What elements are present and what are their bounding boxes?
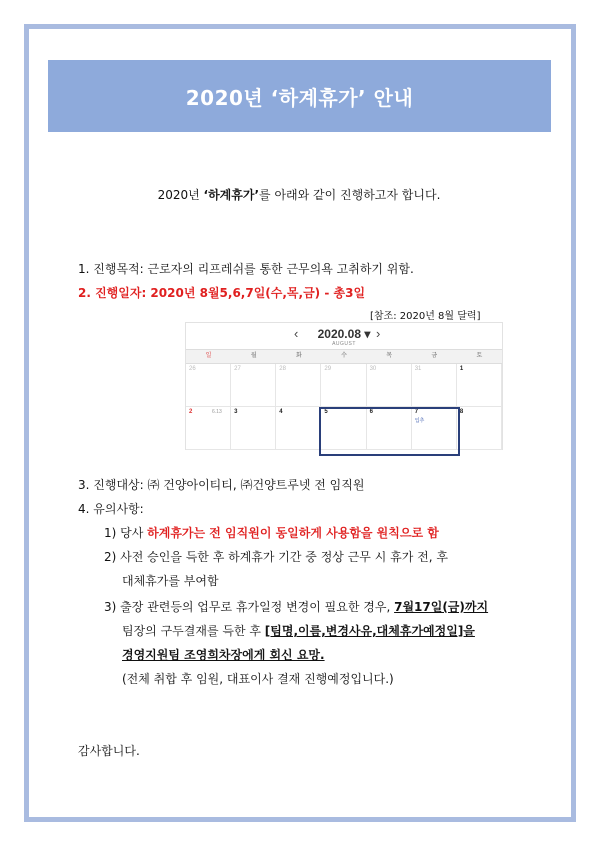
note-3-l2-prefix: 팀장의 구두결재를 득한 후 [122, 624, 265, 638]
note-1-prefix: 1) 당사 [104, 526, 148, 540]
item-2: 2. 진행일자: 2020년 8월5,6,7일(수,목,금) - 총3일 [78, 286, 366, 300]
calendar-month: 2020.08 [317, 327, 361, 341]
calendar-day: 1 [457, 364, 502, 406]
calendar-reference: [참조: 2020년 8월 달력] [370, 311, 481, 322]
page-title [48, 60, 551, 132]
calendar-day: 31 [412, 364, 457, 406]
note-1 [104, 524, 439, 541]
intro-text [0, 186, 598, 203]
weekday: 일 [205, 353, 212, 359]
calendar-title [186, 327, 502, 341]
note-1-emphasis: 하계휴가는 전 임직원이 동일하게 사용함을 원칙으로 함 [147, 526, 439, 540]
calendar-day: 6 [367, 407, 412, 449]
note-3-line-4: (전체 취합 후 임원, 대표이사 결재 진행예정입니다.) [122, 672, 394, 686]
intro-before: 2020년 [157, 188, 204, 202]
calendar-header [186, 323, 502, 349]
calendar-day: 28 [276, 364, 321, 406]
calendar-day: 4 [276, 407, 321, 449]
weekday: 금 [431, 353, 438, 359]
weekday: 토 [476, 353, 483, 359]
weekday: 목 [386, 353, 393, 359]
calendar-subtitle: AUGUST [332, 341, 356, 347]
calendar-day: 3 [231, 407, 276, 449]
note-3-deadline: 7월17일(금)까지 [394, 600, 489, 614]
chevron-down-icon[interactable]: ▾ [364, 327, 371, 341]
calendar-day: 8 [457, 407, 502, 449]
day-number: 2 [189, 409, 193, 415]
calendar-day [186, 407, 231, 449]
note-2-line-1: 2) 사전 승인을 득한 후 하계휴가 기간 중 정상 근무 시 휴가 전, 후 [104, 550, 448, 564]
day-number: 7 [414, 409, 419, 415]
note-3-line-2 [122, 622, 475, 639]
calendar-day: 29 [321, 364, 366, 406]
item-1: 1. 진행목적: 근로자의 리프레쉬를 통한 근무의욕 고취하기 위함. [78, 262, 414, 276]
weekday: 월 [250, 353, 257, 359]
calendar-day: 30 [367, 364, 412, 406]
calendar-weekdays [186, 349, 502, 364]
weekday: 화 [295, 353, 302, 359]
closing-text: 감사합니다. [78, 744, 140, 758]
calendar-day: 26 [186, 364, 231, 406]
calendar-day: 5 [321, 407, 366, 449]
item-3: 3. 진행대상: ㈜ 건양아이티티, ㈜건양트루넷 전 임직원 [78, 478, 365, 492]
lunar-date: 6.13 [212, 409, 222, 415]
calendar-day: 27 [231, 364, 276, 406]
note-3-line-3: 경영지원팀 조영희차장에게 회신 요망. [122, 648, 325, 662]
item-4: 4. 유의사항: [78, 502, 144, 516]
note-3-line-1 [104, 598, 488, 615]
weekday: 수 [341, 353, 347, 359]
note-2-line-2: 대체휴가를 부여함 [122, 574, 219, 588]
page-title-text: 2020년 ‘하계휴가’ 안내 [185, 85, 414, 110]
prev-month-icon[interactable]: ‹ [294, 326, 299, 341]
intro-bold: ‘하계휴가’ [203, 188, 260, 202]
calendar-event: 입추 [414, 418, 425, 424]
next-month-icon[interactable]: › [376, 326, 381, 341]
note-3-prefix: 3) 출장 관련등의 업무로 휴가일정 변경이 필요한 경우, [104, 600, 395, 614]
note-3-fields: [팀명,이름,변경사유,대체휴가예정일]을 [264, 624, 475, 638]
calendar-week [186, 364, 502, 407]
vacation-highlight-box [319, 407, 460, 456]
intro-after: 를 아래와 같이 진행하고자 합니다. [259, 188, 441, 202]
